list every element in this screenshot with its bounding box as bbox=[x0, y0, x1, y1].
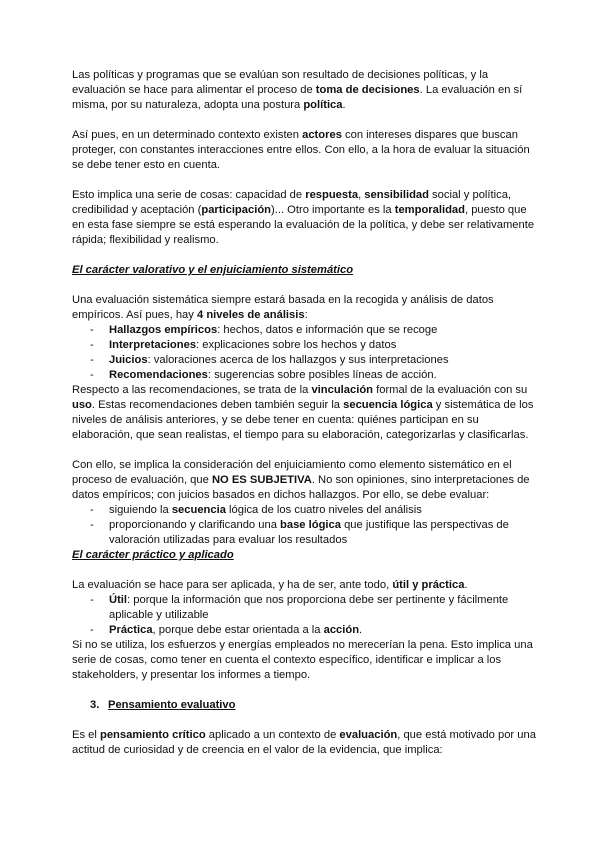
list-item bbox=[72, 623, 540, 638]
text: Respecto a las recomendaciones, se trata de la bbox=[72, 384, 312, 396]
list-item bbox=[72, 518, 540, 548]
text: : bbox=[304, 309, 308, 321]
bold-term: Hallazgos empíricos bbox=[109, 324, 218, 336]
text: , que está motivado por una actitud de curiosidad y de creencia en el valor de la evidencia, que implica: bbox=[72, 729, 536, 756]
bold-term: Juicios bbox=[109, 354, 148, 366]
text: aplicado a un contexto de bbox=[205, 729, 340, 741]
text: : valoraciones acerca de los hallazgos y sus interpretaciones bbox=[147, 354, 449, 366]
analysis-levels-list bbox=[72, 323, 540, 383]
paragraph-actors bbox=[72, 128, 540, 173]
bold-term: vinculación bbox=[311, 384, 373, 396]
text: Las políticas y programas que se evalúan son resultado de decisiones políticas, y la evaluación se hace para alimentar el proceso de bbox=[72, 69, 489, 96]
bold-term: temporalidad bbox=[394, 204, 465, 216]
section-heading-evaluative-thinking bbox=[72, 698, 540, 713]
text: Una evaluación sistemática siempre estará basada en la recogida y análisis de datos empíricos. Así pues, hay bbox=[72, 294, 494, 321]
list-item bbox=[72, 323, 540, 338]
section-title: Pensamiento evaluativo bbox=[108, 699, 236, 711]
section-heading-valorative: El carácter valorativo y el enjuiciamiento sistemático bbox=[72, 264, 354, 276]
evaluate-criteria-list bbox=[72, 503, 540, 548]
bold-term: actores bbox=[302, 129, 342, 141]
bold-term: evaluación bbox=[339, 729, 398, 741]
section-heading-practical: El carácter práctico y aplicado bbox=[72, 549, 234, 561]
text: : explicaciones sobre los hechos y datos bbox=[196, 339, 397, 351]
text: : sugerencias sobre posibles líneas de acción. bbox=[207, 369, 437, 381]
section-number: 3. bbox=[90, 699, 100, 711]
text: Esto implica una serie de cosas: capacidad de bbox=[72, 189, 306, 201]
text: . bbox=[359, 624, 363, 636]
bold-term: acción bbox=[323, 624, 360, 636]
list-item bbox=[72, 353, 540, 368]
paragraph-implications bbox=[72, 188, 540, 248]
paragraph-political-decisions bbox=[72, 68, 540, 113]
text: : hechos, datos e información que se recoge bbox=[217, 324, 438, 336]
paragraph-usage: Si no se utiliza, los esfuerzos y energías empleados no merecerían la pena. Esto implica una serie de cosas, como tener en cuenta el contexto específico, identificar e implicar a los stakeholders, y presentar los informes a tiempo. bbox=[72, 639, 533, 681]
bold-term: pensamiento crítico bbox=[99, 729, 206, 741]
bold-term: secuencia lógica bbox=[343, 399, 433, 411]
paragraph-critical-thinking bbox=[72, 728, 540, 758]
paragraph-judgement bbox=[72, 458, 540, 503]
text: siguiendo la bbox=[109, 504, 172, 516]
text: Así pues, en un determinado contexto existen bbox=[72, 129, 303, 141]
bold-term: respuesta bbox=[305, 189, 359, 201]
bold-term: útil y práctica bbox=[392, 579, 465, 591]
paragraph-applied bbox=[72, 578, 540, 593]
text: Es el bbox=[72, 729, 100, 741]
practical-list bbox=[72, 593, 540, 638]
text: . bbox=[464, 579, 468, 591]
list-item bbox=[72, 503, 540, 518]
paragraph-systematic-evaluation bbox=[72, 293, 540, 323]
text: : porque la información que nos proporciona debe ser pertinente y fácilmente aplicable y utilizable bbox=[109, 594, 509, 621]
bold-term: 4 niveles de análisis bbox=[197, 309, 305, 321]
text: )... Otro importante es la bbox=[271, 204, 395, 216]
text: Con ello, se implica la consideración del enjuiciamiento como elemento sistemático en el proceso de evaluación, que bbox=[72, 459, 512, 486]
list-item bbox=[72, 593, 540, 623]
text: . No son opiniones, sino interpretaciones de datos empíricos; con juicios basados en dichos hallazgos. Por ello, se debe evaluar: bbox=[72, 474, 530, 501]
bold-term: Útil bbox=[109, 594, 128, 606]
text: que justifique las perspectivas de valoración utilizadas para evaluar los resultados bbox=[109, 519, 509, 546]
text: . bbox=[342, 99, 346, 111]
text: social y política, credibilidad y aceptación ( bbox=[72, 189, 512, 216]
text: formal de la evaluación con su bbox=[373, 384, 528, 396]
bold-term: Práctica bbox=[109, 624, 153, 636]
text: , porque debe estar orientada a la bbox=[152, 624, 324, 636]
text: , bbox=[358, 189, 365, 201]
text: . Estas recomendaciones deben también seguir la bbox=[91, 399, 344, 411]
text: y sistemática de los niveles de análisis anteriores, y se debe tener en cuenta: quiénes participan en su elaboración, que sean realistas, el tiempo para su elaboración, categorizarlas y clasificarlas. bbox=[72, 399, 534, 441]
text: proporcionando y clarificando una bbox=[109, 519, 281, 531]
text: . La evaluación en sí misma, por su naturaleza, adopta una postura bbox=[72, 84, 523, 111]
bold-term: sensibilidad bbox=[364, 189, 429, 201]
paragraph-recommendations bbox=[72, 383, 540, 443]
text: La evaluación se hace para ser aplicada, y ha de ser, ante todo, bbox=[72, 579, 393, 591]
bold-term: participación bbox=[201, 204, 271, 216]
bold-term: política bbox=[303, 99, 343, 111]
text: con intereses dispares que buscan proteger, con constantes interacciones entre ellos. Con ello, a la hora de evaluar la situación se debe tener esto en cuenta. bbox=[72, 129, 530, 171]
bold-term: Recomendaciones bbox=[109, 369, 208, 381]
bold-term: Interpretaciones bbox=[109, 339, 197, 351]
list-item bbox=[72, 368, 540, 383]
text: , puesto que en esta fase siempre se está esperando la evaluación de la política, y debe ser relativamente rápida; flexibilidad y realismo. bbox=[72, 204, 535, 246]
bold-term: NO ES SUBJETIVA bbox=[211, 474, 312, 486]
text: lógica de los cuatro niveles del análisis bbox=[225, 504, 422, 516]
bold-term: uso bbox=[72, 399, 92, 411]
list-item bbox=[72, 338, 540, 353]
bold-term: toma de decisiones bbox=[315, 84, 420, 96]
bold-term: secuencia bbox=[171, 504, 226, 516]
bold-term: base lógica bbox=[280, 519, 341, 531]
